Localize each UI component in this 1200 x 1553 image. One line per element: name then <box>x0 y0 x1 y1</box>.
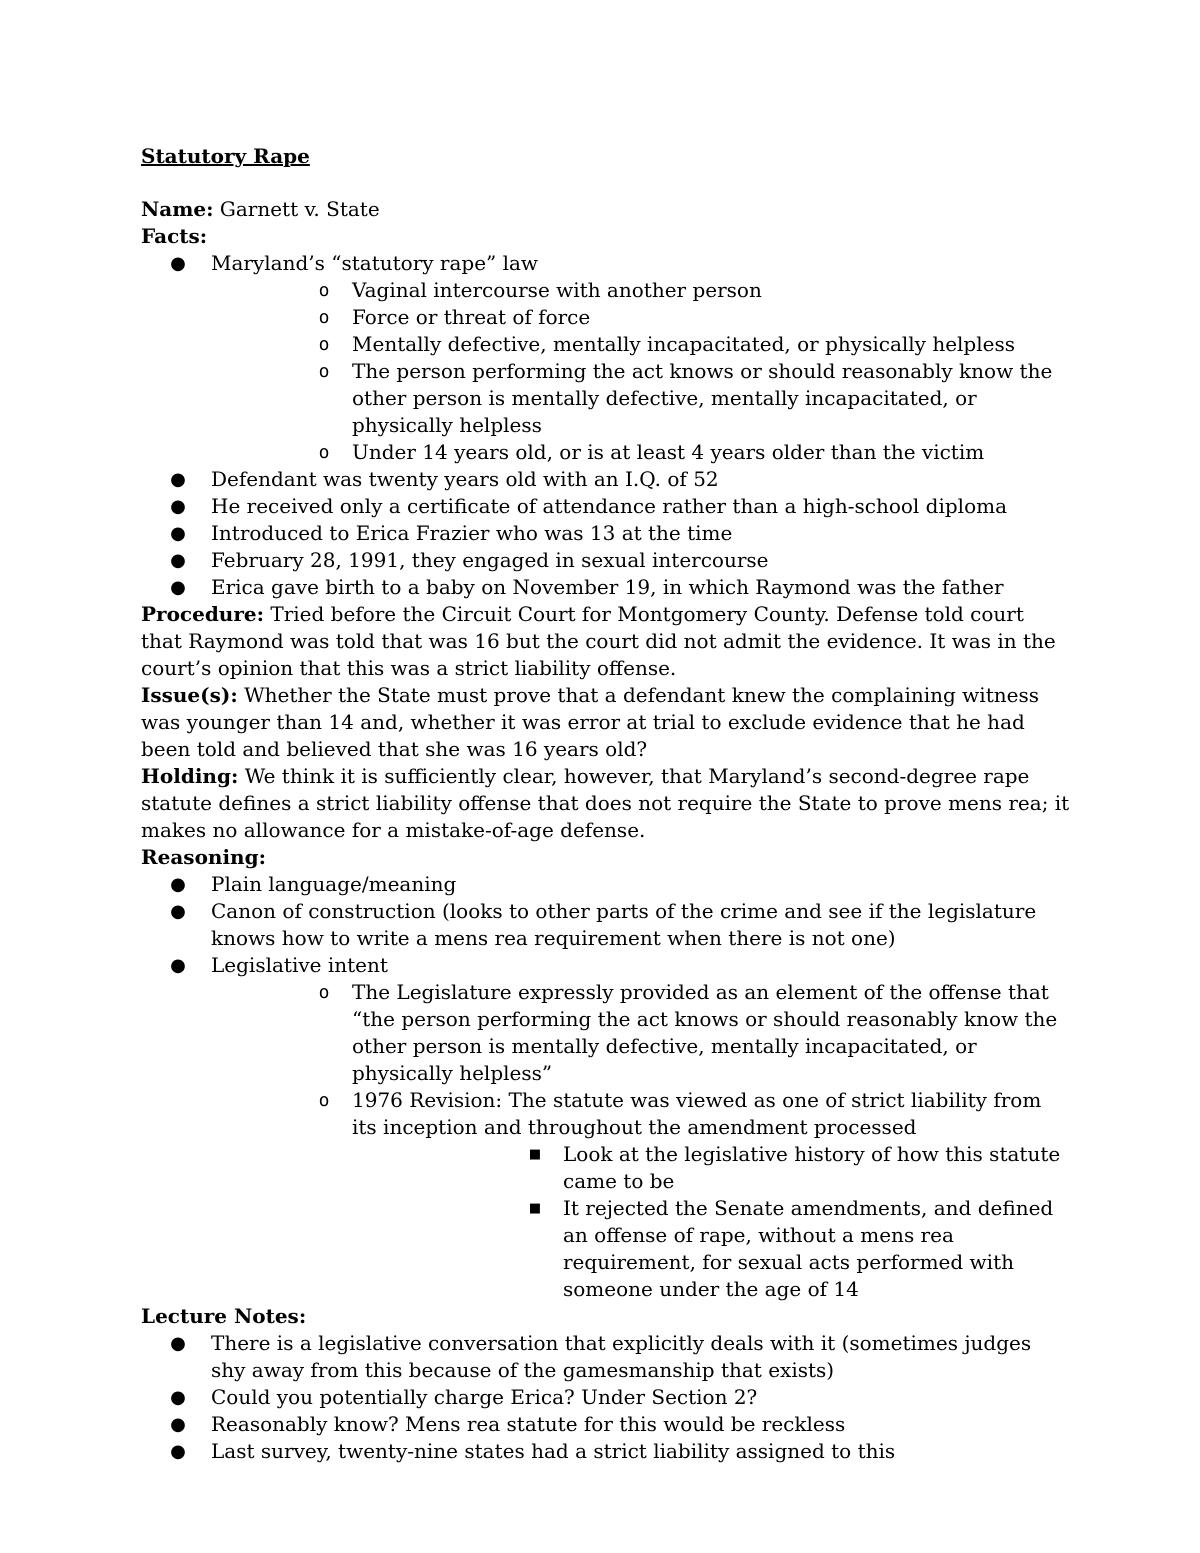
circle-bullet-icon: o <box>318 982 330 1003</box>
list-item <box>211 1087 1071 1303</box>
case-name-value: Garnett v. State <box>219 197 380 221</box>
list-item-text: Reasonably know? Mens rea statute for this would be reckless <box>211 1412 846 1436</box>
list-item-text: Mentally defective, mentally incapacitated, or physically helpless <box>352 332 1015 356</box>
bullet-icon: ● <box>170 550 186 571</box>
list-item <box>141 250 1071 466</box>
list-item <box>352 1195 1071 1303</box>
circle-bullet-icon: o <box>318 442 330 463</box>
list-item-text: The person performing the act knows or should reasonably know the other person is mentally defective, mentally incapacitated, or physically helpless <box>352 359 1053 437</box>
bullet-icon: ● <box>170 1387 186 1408</box>
square-bullet-icon: ■ <box>528 1201 542 1216</box>
sub-list <box>211 979 1071 1303</box>
list-item <box>211 304 1071 331</box>
reasoning-section <box>141 844 1071 1303</box>
facts-list <box>141 250 1071 601</box>
list-item-text: Force or threat of force <box>352 305 591 329</box>
bullet-icon: ● <box>170 523 186 544</box>
reasoning-list <box>141 871 1071 1303</box>
bullet-icon: ● <box>170 469 186 490</box>
list-item-text: The Legislature expressly provided as an element of the offense that “the person performing the act knows or should reasonably know the other person is mentally defective, mentally incapacitated, or physically helpless” <box>352 980 1058 1085</box>
issue-section <box>141 682 1071 763</box>
list-item-text: Vaginal intercourse with another person <box>352 278 762 302</box>
list-item <box>211 439 1071 466</box>
bullet-icon: ● <box>170 955 186 976</box>
circle-bullet-icon: o <box>318 1090 330 1111</box>
list-item-text: He received only a certificate of attendance rather than a high-school diploma <box>211 494 1008 518</box>
document-page <box>141 143 1071 1465</box>
issue-label: Issue(s): <box>141 683 238 707</box>
list-item-text: Introduced to Erica Frazier who was 13 at the time <box>211 521 733 545</box>
reasoning-label: Reasoning: <box>141 845 266 869</box>
bullet-icon: ● <box>170 874 186 895</box>
bullet-icon: ● <box>170 1333 186 1354</box>
page-title: Statutory Rape <box>141 144 310 168</box>
list-item <box>141 1411 1071 1438</box>
circle-bullet-icon: o <box>318 334 330 355</box>
circle-bullet-icon: o <box>318 361 330 382</box>
procedure-label: Procedure: <box>141 602 264 626</box>
list-item <box>211 277 1071 304</box>
holding-label: Holding: <box>141 764 239 788</box>
lecture-notes-list <box>141 1330 1071 1465</box>
list-item <box>141 898 1071 952</box>
circle-bullet-icon: o <box>318 307 330 328</box>
list-item-text: Legislative intent <box>211 953 388 977</box>
list-item <box>352 1141 1071 1195</box>
list-item-text: There is a legislative conversation that explicitly deals with it (sometimes judges shy away from this because of the gamesmanship that exists) <box>211 1331 1032 1382</box>
square-bullet-icon: ■ <box>528 1147 542 1162</box>
lecture-notes-section <box>141 1303 1071 1465</box>
bullet-icon: ● <box>170 577 186 598</box>
procedure-section <box>141 601 1071 682</box>
circle-bullet-icon: o <box>318 280 330 301</box>
bullet-icon: ● <box>170 1414 186 1435</box>
list-item <box>141 1384 1071 1411</box>
list-item-text: 1976 Revision: The statute was viewed as one of strict liability from its inception and throughout the amendment processed <box>352 1088 1042 1139</box>
sub-sub-list <box>352 1141 1071 1303</box>
facts-label: Facts: <box>141 224 208 248</box>
list-item <box>141 1330 1071 1384</box>
list-item-text: February 28, 1991, they engaged in sexual intercourse <box>211 548 769 572</box>
facts-section <box>141 223 1071 601</box>
list-item <box>211 331 1071 358</box>
list-item-text: Plain language/meaning <box>211 872 457 896</box>
list-item <box>141 547 1071 574</box>
list-item-text: Erica gave birth to a baby on November 19, in which Raymond was the father <box>211 575 1004 599</box>
list-item <box>141 871 1071 898</box>
list-item-text: Maryland’s “statutory rape” law <box>211 251 539 275</box>
bullet-icon: ● <box>170 496 186 517</box>
holding-text: We think it is sufficiently clear, however, that Maryland’s second-degree rape statute defines a strict liability offense that does not require the State to prove mens rea; it makes no allowance for a mistake-of-age defense. <box>141 764 1070 842</box>
list-item <box>141 520 1071 547</box>
list-item-text: Could you potentially charge Erica? Under Section 2? <box>211 1385 758 1409</box>
bullet-icon: ● <box>170 901 186 922</box>
list-item <box>141 574 1071 601</box>
list-item <box>211 979 1071 1087</box>
list-item <box>141 952 1071 1303</box>
bullet-icon: ● <box>170 253 186 274</box>
lecture-notes-label: Lecture Notes: <box>141 1304 307 1328</box>
holding-section <box>141 763 1071 844</box>
list-item <box>211 358 1071 439</box>
case-name-label: Name: <box>141 197 214 221</box>
list-item-text: Look at the legislative history of how this statute came to be <box>563 1142 1061 1193</box>
issue-text: Whether the State must prove that a defendant knew the complaining witness was younger than 14 and, whether it was error at trial to exclude evidence that he had been told and believed that she was 16 years old? <box>141 683 1039 761</box>
list-item-text: Last survey, twenty-nine states had a strict liability assigned to this <box>211 1439 896 1463</box>
list-item-text: Under 14 years old, or is at least 4 years older than the victim <box>352 440 985 464</box>
list-item-text: Defendant was twenty years old with an I.Q. of 52 <box>211 467 719 491</box>
list-item-text: It rejected the Senate amendments, and defined an offense of rape, without a mens rea requirement, for sexual acts performed with someone under the age of 14 <box>563 1196 1054 1301</box>
list-item <box>141 493 1071 520</box>
bullet-icon: ● <box>170 1441 186 1462</box>
sub-list <box>211 277 1071 466</box>
case-name <box>141 196 1071 223</box>
list-item <box>141 466 1071 493</box>
list-item-text: Canon of construction (looks to other parts of the crime and see if the legislature knows how to write a mens rea requirement when there is not one) <box>211 899 1037 950</box>
list-item <box>141 1438 1071 1465</box>
procedure-text: Tried before the Circuit Court for Montgomery County. Defense told court that Raymond was told that was 16 but the court did not admit the evidence. It was in the court’s opinion that this was a strict liability offense. <box>141 602 1056 680</box>
